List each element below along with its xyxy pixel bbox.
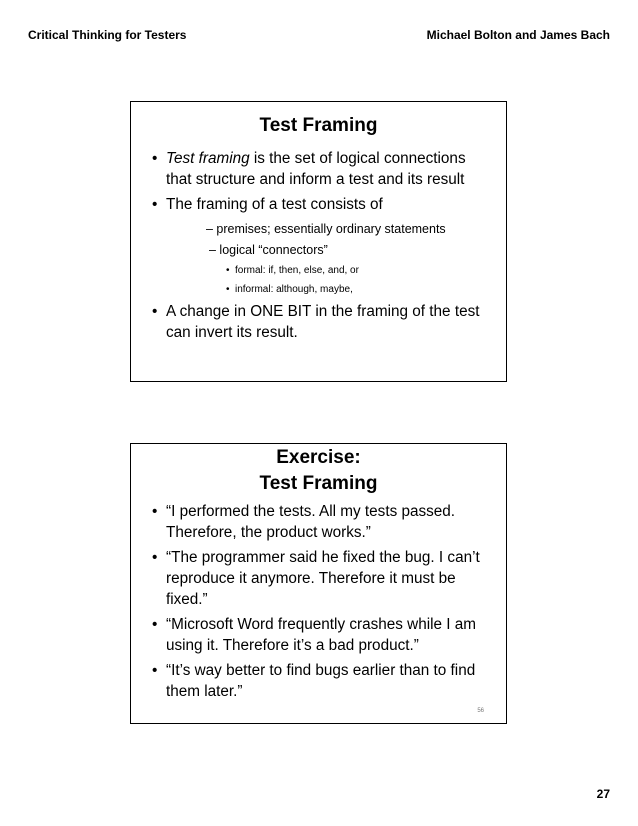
- header-document-title: Critical Thinking for Testers: [28, 28, 187, 42]
- slide-number: 56: [477, 708, 484, 714]
- list-item: [131, 614, 506, 656]
- bullet-icon: •: [226, 265, 230, 276]
- slide-title: Test Framing: [259, 115, 378, 136]
- list-item-text: “Microsoft Word frequently crashes while I am using it. Therefore it’s a bad product.”: [166, 616, 477, 654]
- slide-title: [131, 445, 506, 497]
- list-item-text: “The programmer said he fixed the bug. I can’t reproduce it anymore. Therefore it must be fixed.”: [166, 549, 480, 608]
- bullet-list: [131, 501, 506, 702]
- bullet-icon: •: [152, 150, 158, 167]
- slide-title-line: Test Framing: [259, 473, 378, 494]
- list-item-text: A change in ONE BIT in the framing of the test can invert its result.: [166, 303, 480, 341]
- list-item: [131, 501, 506, 543]
- list-item: [131, 660, 506, 702]
- emphasized-term: Test framing: [166, 150, 250, 167]
- list-item-text: [166, 150, 466, 188]
- list-item-text: “It’s way better to find bugs earlier than to find them later.”: [166, 662, 476, 700]
- header-authors: Michael Bolton and James Bach: [426, 28, 610, 42]
- list-item: [131, 301, 506, 343]
- sub-sub-list-item: [166, 264, 490, 278]
- bullet-icon: •: [152, 662, 158, 679]
- sub-list-item: – logical “connectors”: [209, 243, 328, 257]
- bullet-icon: •: [152, 616, 158, 633]
- list-item: [131, 194, 506, 297]
- bullet-icon: •: [152, 549, 158, 566]
- list-item-text: The framing of a test consists of: [166, 196, 383, 213]
- list-item-text-part: is the set of logical connections: [249, 150, 466, 167]
- slide-title-line: Exercise:: [276, 447, 361, 468]
- bullet-icon: •: [152, 196, 158, 213]
- slide-test-framing: [130, 101, 507, 382]
- page-number: 27: [596, 787, 610, 801]
- slide-exercise-test-framing: [130, 443, 507, 724]
- sub-sub-list-item-text: informal: although, maybe,: [235, 284, 353, 295]
- list-item-text: “I performed the tests. All my tests passed. Therefore, the product works.”: [166, 503, 456, 541]
- list-item: [131, 148, 506, 190]
- sub-sub-list-item-text: formal: if, then, else, and, or: [235, 265, 359, 276]
- bullet-list: [131, 148, 506, 343]
- bullet-icon: •: [152, 503, 158, 520]
- sub-sub-list-item: [166, 283, 490, 297]
- bullet-icon: •: [152, 303, 158, 320]
- list-item: [131, 547, 506, 610]
- sub-list-item: – premises; essentially ordinary statements: [206, 222, 446, 236]
- list-item-text-part: that structure and inform a test and its result: [166, 171, 465, 188]
- bullet-icon: •: [226, 284, 230, 295]
